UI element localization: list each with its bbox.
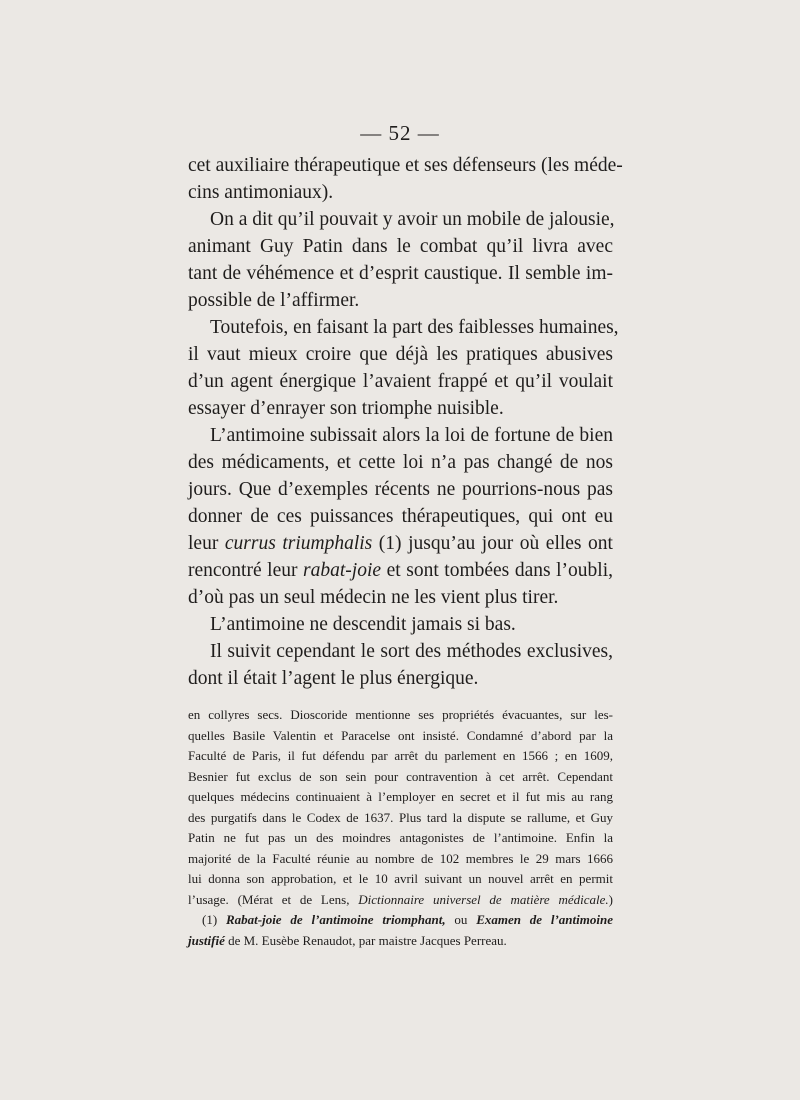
footnote-line: en collyres secs. Dioscoride mentionne ses propriétés évacuantes, sur les- — [188, 707, 613, 722]
italic-phrase: Examen de l’antimoine — [476, 912, 613, 927]
text-run: l’usage. (Mérat et de Lens, — [188, 891, 359, 907]
italic-phrase: Dictionnaire universel de matière médicale. — [358, 891, 609, 907]
text-run: leur — [188, 533, 225, 554]
italic-phrase: Rabat-joie de l’antimoine triomphant, — [225, 912, 446, 927]
text-line: dont il était l’agent le plus énergique. — [188, 668, 479, 689]
text-line: cins antimoniaux). — [188, 182, 334, 203]
footnote-line — [188, 910, 613, 931]
text-line: Il suivit cependant le sort des méthodes exclusives, — [210, 641, 613, 662]
italic-phrase: currus triumphalis — [224, 533, 373, 554]
footnotes — [188, 705, 613, 951]
text-line: d’un agent énergique l’avaient frappé et qu’il voulait — [188, 371, 613, 392]
text-line: possible de l’affirmer. — [188, 290, 360, 311]
page-number: — 52 — — [360, 121, 440, 145]
text-line — [188, 557, 613, 584]
text-run: de M. Eusèbe Renaudot, par maistre Jacques Perreau. — [224, 932, 507, 948]
text-line: cet auxiliaire thérapeutique et ses défenseurs (les méde- — [188, 155, 623, 176]
footnote-line: Faculté de Paris, il fut défendu par arrêt du parlement en 1566 ; en 1609, — [188, 748, 613, 763]
footnote-line: majorité de la Faculté réunie au nombre de 102 membres le 29 mars 1666 — [188, 850, 613, 866]
footnote-line — [188, 931, 613, 952]
text-run: (1) jusqu’au jour où elles ont — [372, 533, 613, 554]
text-line: L’antimoine subissait alors la loi de fortune de bien — [210, 425, 613, 446]
main-text — [188, 152, 623, 692]
footnote-line: Besnier fut exclus de son sein pour contravention à cet arrêt. Cependant — [188, 768, 613, 784]
text-line: On a dit qu’il pouvait y avoir un mobile de jalousie, — [210, 209, 615, 230]
text-run: ou — [445, 912, 477, 927]
italic-phrase: justifié — [188, 932, 225, 948]
text-line: des médicaments, et cette loi n’a pas changé de nos — [188, 452, 613, 473]
text-run: (1) — [202, 912, 226, 927]
text-line: il vaut mieux croire que déjà les pratiques abusives — [188, 344, 613, 365]
text-line: L’antimoine ne descendit jamais si bas. — [210, 614, 516, 635]
footnote-line: lui donna son approbation, et le 10 avril suivant un nouvel arrêt en permit — [188, 871, 613, 886]
text-run: rencontré leur — [188, 560, 304, 581]
text-line: jours. Que d’exemples récents ne pourrions-nous pas — [188, 479, 613, 500]
text-line: animant Guy Patin dans le combat qu’il livra avec — [188, 236, 613, 257]
text-line: tant de véhémence et d’esprit caustique. Il semble im- — [188, 263, 613, 284]
text-line: essayer d’enrayer son triomphe nuisible. — [188, 398, 504, 419]
footnote-line: Patin ne fut pas un des moindres antagonistes de l’antimoine. Enfin la — [188, 830, 613, 845]
italic-phrase: rabat-joie — [303, 560, 382, 581]
text-line: Toutefois, en faisant la part des faiblesses humaines, — [210, 317, 619, 338]
footnote-line — [188, 890, 613, 911]
text-line: d’où pas un seul médecin ne les vient plus tirer. — [188, 587, 559, 608]
text-line: donner de ces puissances thérapeutiques, qui ont eu — [188, 506, 613, 527]
text-line — [188, 530, 613, 557]
footnote-line: quelques médecins continuaient à l’employer en secret et il fut mis au rang — [188, 789, 613, 804]
text-run: et sont tombées dans l’oubli, — [381, 560, 613, 581]
footnote-line: quelles Basile Valentin et Paracelse ont insisté. Condamné d’abord par la — [188, 727, 613, 743]
text-run: ) — [608, 891, 613, 907]
footnote-line: des purgatifs dans le Codex de 1637. Plus tard la dispute se rallume, et Guy — [188, 809, 613, 825]
